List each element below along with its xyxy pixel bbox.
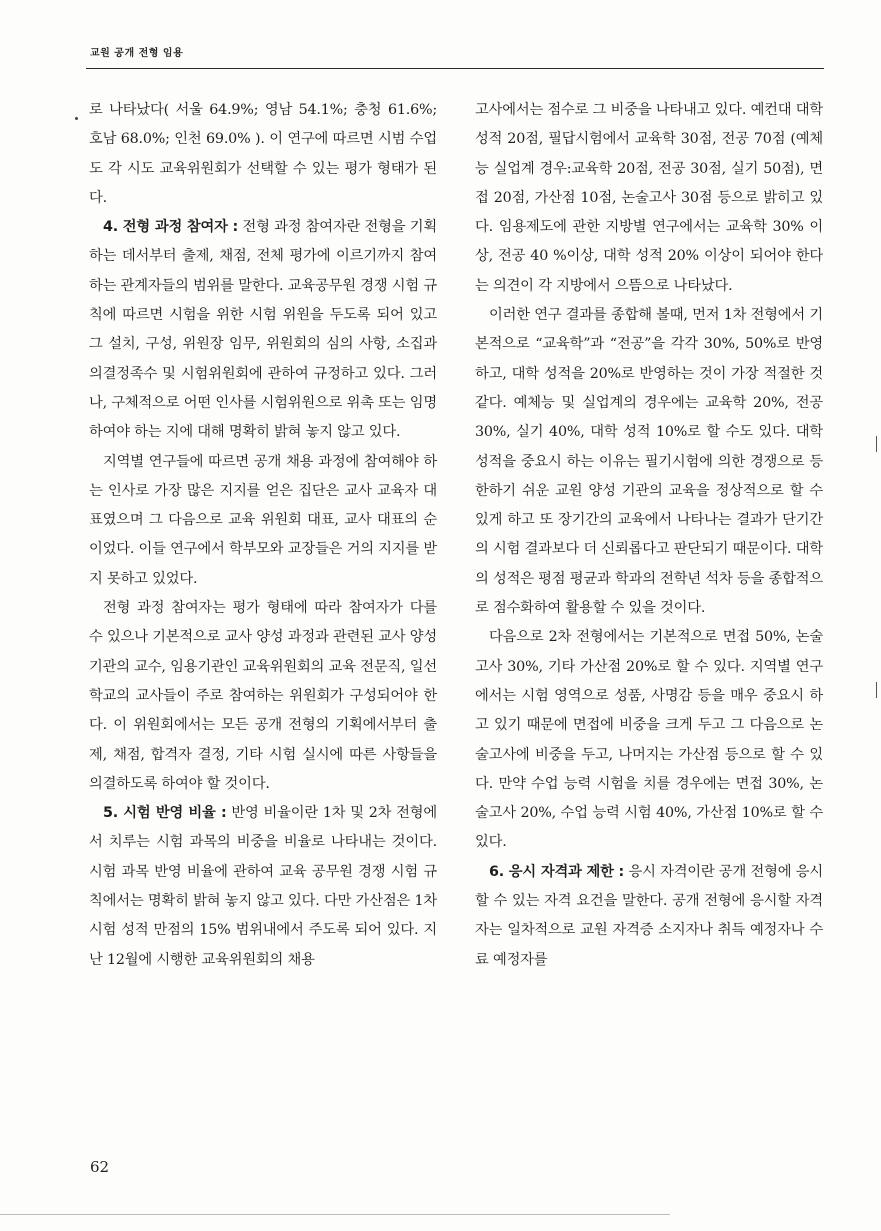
section-body-4: 전형 과정 참여자란 전형을 기획하는 데서부터 출제, 채점, 전체 평가에 이르기까지 참여하는 관계자들의 범위를 말한다. 교육공무원 경쟁 시험 규칙에 따르면 시험을 위한 시험 위원을 두도록 되어 있고 그 설치, 구성, 위원장 임무, 위원회의 심의 사항, 소집과 의결정족수 및 시험위원회에 관하여 규정하고 있다. 그러나, 구체적으로 어떤 인사를 시험위원으로 위촉 또는 임명하여야 하는 지에 대해 명확히 밝혀 놓지 않고 있다. xyxy=(89,219,437,441)
section-heading-6: 6. 응시 자격과 제한 : xyxy=(489,863,625,880)
left-column xyxy=(89,96,437,975)
paragraph-left-3: 지역별 연구들에 따르면 공개 채용 과정에 참여해야 하는 인사로 가장 많은 지지를 얻은 집단은 교사 교육자 대표였으며 그 다음으로 교육 위원회 대표, 교사 대표의 순이었다. 이들 연구에서 학부모와 교장들은 거의 지지를 받지 못하고 있었다. xyxy=(89,453,437,587)
header-rule xyxy=(86,68,824,69)
paragraph-right-2: 이러한 연구 결과를 종합해 볼때, 먼저 1차 전형에서 기본적으로 “교육학”과 “전공”을 각각 30%, 50%로 반영하고, 대학 성적을 20%로 반영하는 것이 가장 적절한 것 같다. 예체능 및 실업계의 경우에는 교육학 20%, 전공 30%, 실기 40%, 대학 성적 10%로 할 수도 있다. 대학 성적을 중요시 하는 이유는 필기시험에 의한 경쟁으로 등한하기 쉬운 교원 양성 기관의 교육을 정상적으로 할 수 있게 하고 또 장기간의 교육에서 나타나는 결과가 단기간의 시험 결과보다 더 신뢰롭다고 판단되기 때문이다. 대학의 성적은 평점 평균과 학과의 전학년 석차 등을 종합적으로 점수화하여 활용할 수 있을 것이다. xyxy=(475,307,823,617)
section-body-5: 반영 비율이란 1차 및 2차 전형에서 치루는 시험 과목의 비중을 비율로 나타내는 것이다. 시험 과목 반영 비율에 관하여 교육 공무원 경쟁 시험 규칙에서는 명확히 밝혀 놓지 않고 있다. 다만 가산점은 1차 시험 성적 만점의 15% 범위내에서 주도록 되어 있다. 지난 12월에 시행한 교육위원회의 채용 xyxy=(89,805,437,968)
paragraph-right-4 xyxy=(475,858,823,975)
scan-speck xyxy=(75,117,78,120)
margin-mark xyxy=(876,436,877,452)
section-heading-5: 5. 시험 반영 비율 : xyxy=(103,805,227,822)
paragraph-left-1: 로 나타났다( 서울 64.9%; 영남 54.1%; 충청 61.6%; 호남 68.0%; 인천 69.0% ). 이 연구에 따르면 시범 수업도 각 시도 교육위원회가 선택할 수 있는 평가 형태가 된다. xyxy=(89,102,437,206)
section-heading-4: 4. 전형 과정 참여자 : xyxy=(103,219,239,236)
paragraph-right-3: 다음으로 2차 전형에서는 기본적으로 면접 50%, 논술고사 30%, 기타 가산점 20%로 할 수 있다. 지역별 연구에서는 시험 영역으로 성품, 사명감 등을 매우 중요시 하고 있기 때문에 면접에 비중을 크게 두고 그 다음으로 논술고사에 비중을 두고, 나머지는 가산점 등으로 할 수 있다. 만약 수업 능력 시험을 치를 경우에는 면접 30%, 논술고사 20%, 수업 능력 시험 40%, 가산점 10%로 할 수 있다. xyxy=(475,629,823,851)
section-body-6: 응시 자격이란 공개 전형에 응시할 수 있는 자격 요건을 말한다. 공개 전형에 응시할 자격자는 일차적으로 교원 자격증 소지자나 취득 예정자나 수료 예정자를 xyxy=(475,863,823,968)
paragraph-right-1: 고사에서는 점수로 그 비중을 나타내고 있다. 예컨대 대학 성적 20점, 필답시험에서 교육학 30점, 전공 70점 (예체능 실업계 경우:교육학 20점, 전공 30점, 실기 50점), 면접 20점, 가산점 10점, 논술고사 30점 등으로 밝히고 있다. 임용제도에 관한 지방별 연구에서는 교육학 30% 이상, 전공 40 %이상, 대학 성적 20% 이상이 되어야 한다는 의견이 각 지방에서 으뜸으로 나타났다. xyxy=(475,102,823,294)
paragraph-left-4: 전형 과정 참여자는 평가 형태에 따라 참여자가 다를 수 있으나 기본적으로 교사 양성 과정과 관련된 교사 양성 기관의 교수, 임용기관인 교육위원회의 교육 전문직, 일선학교의 교사들이 주로 참여하는 위원회가 구성되어야 한다. 이 위원회에서는 모든 공개 전형의 기획에서부터 출제, 채점, 합격자 결정, 기타 시험 실시에 따른 사항들을 의결하도록 하여야 할 것이다. xyxy=(89,600,437,792)
margin-mark xyxy=(876,682,877,698)
paragraph-left-2 xyxy=(89,213,437,447)
paragraph-left-5 xyxy=(89,799,437,975)
running-head: 교원 공개 전형 임용 xyxy=(90,48,184,59)
page-number: 62 xyxy=(90,1158,110,1176)
bottom-edge-rule xyxy=(0,1214,670,1215)
right-column xyxy=(475,96,823,975)
